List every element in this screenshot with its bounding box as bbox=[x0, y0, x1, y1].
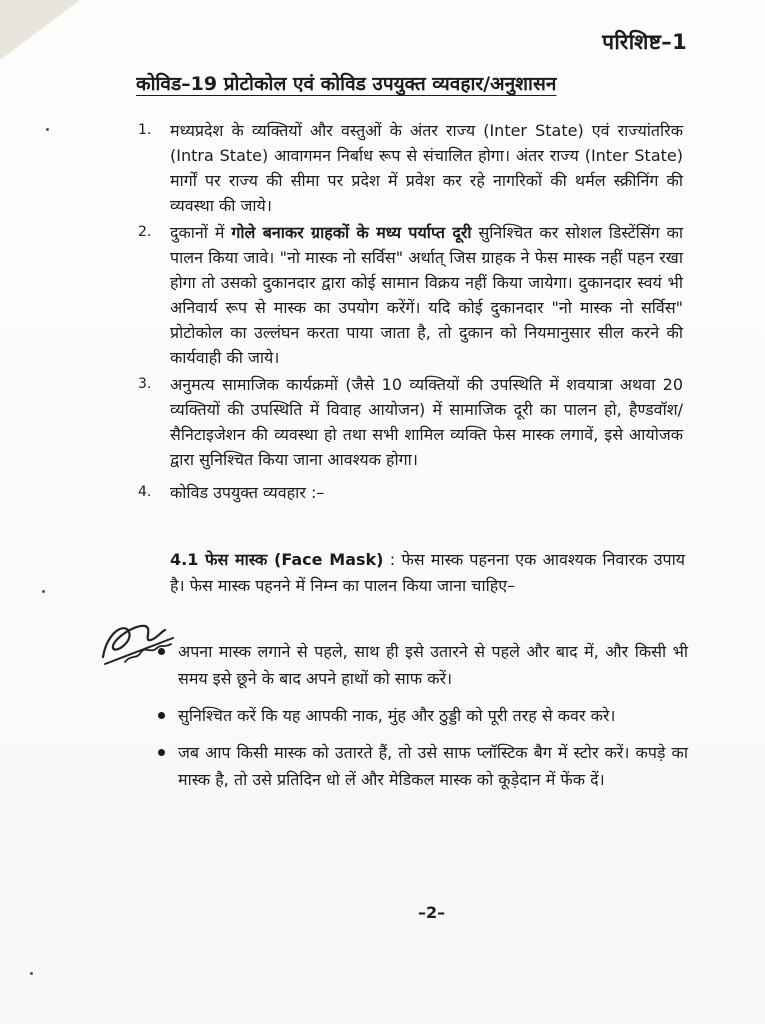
annexure-label: परिशिष्ट–1 bbox=[602, 30, 687, 54]
numbered-list bbox=[138, 118, 683, 507]
item-number: 4. bbox=[138, 484, 152, 500]
bullet-text: सुनिश्चित करें कि यह आपकी नाक, मुंह और ठुड्डी को पूरी तरह से कवर करे। bbox=[178, 706, 616, 725]
item-number: 2. bbox=[138, 224, 152, 240]
bullet-dot-icon bbox=[158, 749, 165, 756]
item-text: अनुमत्य सामाजिक कार्यक्रमों (जैसे 10 व्यक्तियों की उपस्थिति में शवयात्रा अथवा 20 व्यक्तियों की उपस्थिति में विवाह आयोजन) में सामाजिक दूरी का पालन हो, हैण्डवॉश/सैनिटाइजेशन की व्यवस्था हो तथा सभी शामिल व्यक्ति फेस मास्क लगावें, इसे आयोजक द्वारा सुनिश्चित किया जाना आवश्यक होगा। bbox=[170, 375, 683, 469]
item-number: 1. bbox=[138, 122, 152, 138]
item-text: मध्यप्रदेश के व्यक्तियों और वस्तुओं के अंतर राज्य (Inter State) एवं राज्यांतरिक (Intra State) आवागमन निर्बाध रूप से संचालित होगा। अंतर राज्य (Inter State) मार्गों पर राज्य की सीमा पर प्रदेश में प्रवेश कर रहे नागरिकों की थर्मल स्क्रीनिंग की व्यवस्था की जाये। bbox=[170, 121, 683, 215]
bullet-item-3 bbox=[158, 739, 688, 793]
subsection-face-mask bbox=[170, 547, 685, 599]
bullet-text: जब आप किसी मास्क को उतारते हैं, तो उसे साफ प्लॉस्टिक बैग में स्टोर करें। कपड़े का मास्क है, तो उसे प्रतिदिन धो लें और मेडिकल मास्क को कूड़ेदान में फेंक दें। bbox=[178, 743, 688, 789]
item-text-start: दुकानों में bbox=[170, 223, 232, 242]
item-text: कोविड उपयुक्त व्यवहार :– bbox=[170, 483, 325, 502]
page-title: कोविड–19 प्रोटोकोल एवं कोविड उपयुक्त व्यवहार/अनुशासन bbox=[136, 73, 557, 95]
list-item-4 bbox=[138, 480, 683, 505]
subsection-text: : फेस मास्क पहनना एक आवश्यक निवारक उपाय है। फेस मास्क पहनने में निम्न का पालन किया जाना चाहिए– bbox=[170, 550, 685, 595]
bullet-item-2 bbox=[158, 702, 688, 729]
bullet-item-1 bbox=[158, 638, 688, 692]
item-text-end: सुनिश्चित कर सोशल डिस्टेंसिंग का पालन किया जावे। "नो मास्क नो सर्विस" अर्थात् जिस ग्राहक ने फेस मास्क नहीं पहन रखा होगा तो उसको दुकानदार द्वारा कोई सामान विक्रय नहीं किया जायेगा। दुकानदार स्वयं भी अनिवार्य रूप से मास्क का उपयोग करेंगें। यदि कोई दुकानदार "नो मास्क नो सर्विस" प्रोटोकोल का उल्लंघन करता पाया जाता है, तो दुकान को नियमानुसार सील करने की कार्यवाही की जाये। bbox=[170, 223, 683, 367]
page-number: –2– bbox=[418, 903, 446, 922]
item-text-bold: गोले बनाकर ग्राहकों के मध्य पर्याप्त दूरी bbox=[231, 223, 472, 242]
scan-speck bbox=[46, 128, 49, 131]
list-item-2 bbox=[138, 220, 683, 370]
list-item-3 bbox=[138, 372, 683, 472]
subsection-title: 4.1 फेस मास्क (Face Mask) bbox=[170, 550, 384, 569]
scan-speck bbox=[30, 972, 33, 975]
scan-speck bbox=[42, 590, 45, 593]
page-corner-fold bbox=[0, 0, 80, 60]
bullet-dot-icon bbox=[158, 712, 165, 719]
bullet-list bbox=[158, 638, 688, 803]
bullet-dot-icon bbox=[158, 648, 165, 655]
item-number: 3. bbox=[138, 376, 152, 392]
bullet-text: अपना मास्क लगाने से पहले, साथ ही इसे उतारने से पहले और बाद में, और किसी भी समय इसे छूने के बाद अपने हाथों को साफ करें। bbox=[178, 642, 688, 688]
list-item-1 bbox=[138, 118, 683, 218]
